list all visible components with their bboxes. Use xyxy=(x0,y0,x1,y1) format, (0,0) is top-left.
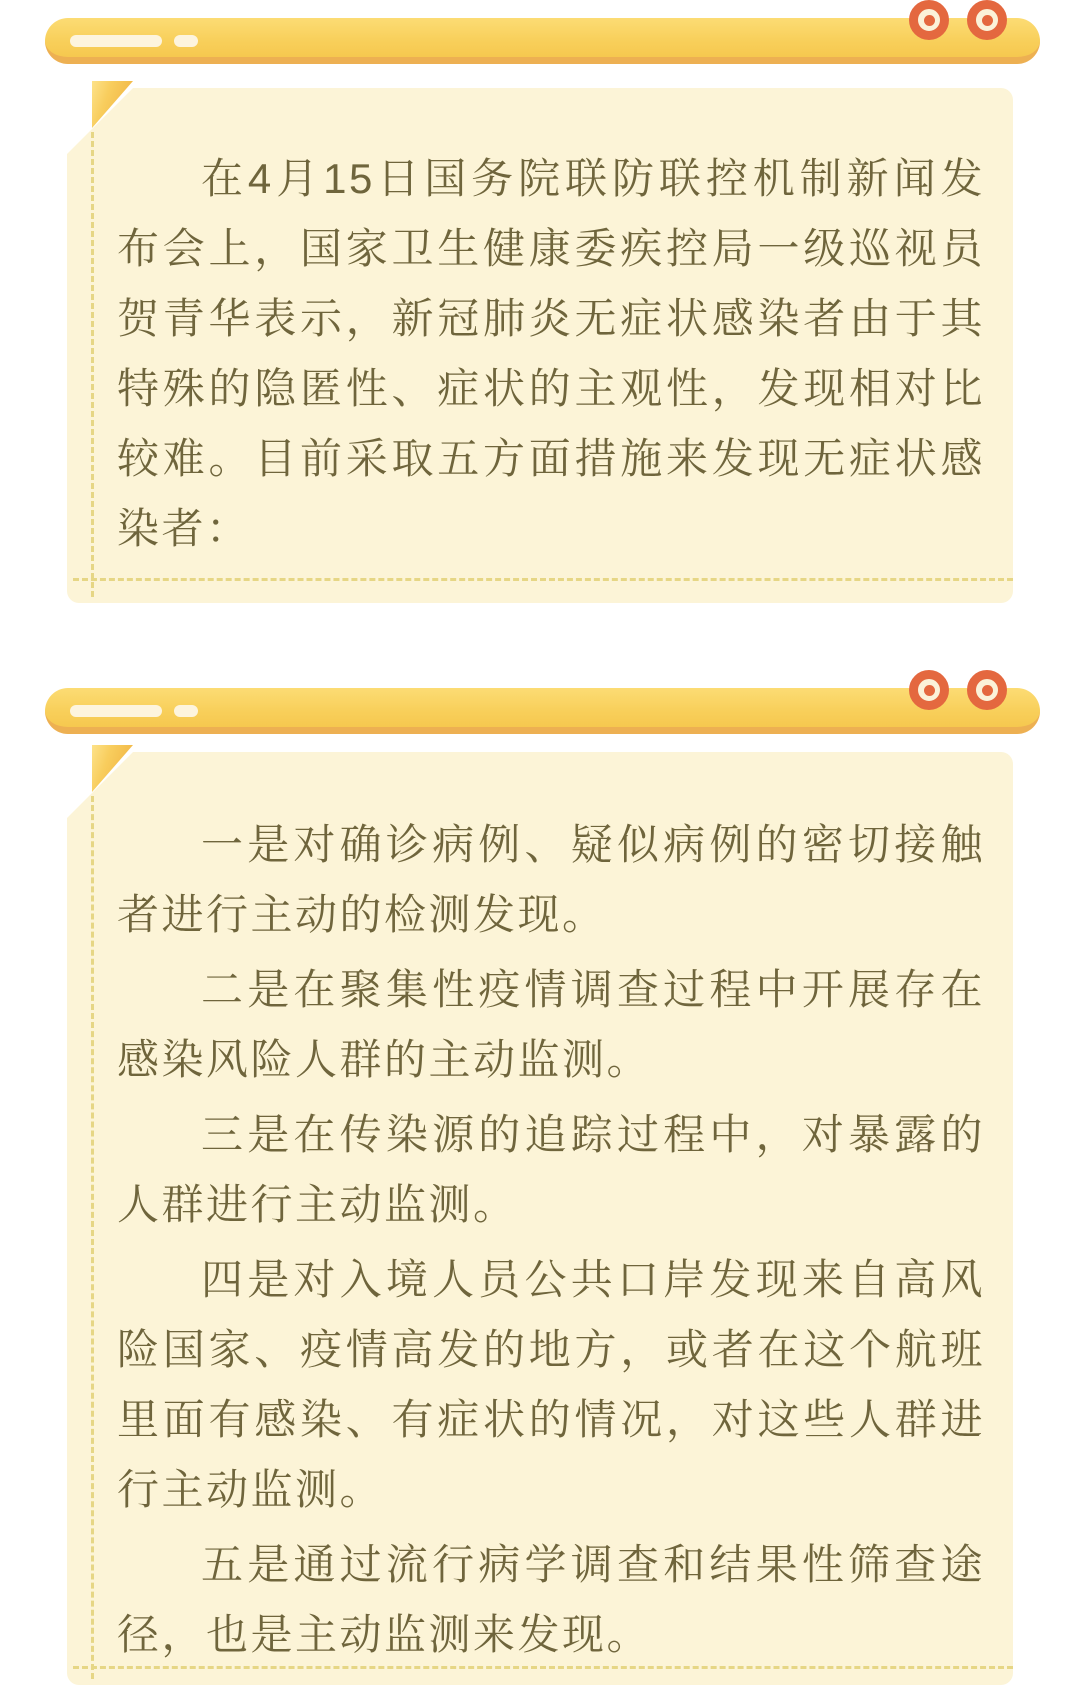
screw-dot-icon xyxy=(924,15,935,26)
bar-dash-short xyxy=(174,705,198,717)
paragraph: 二是在聚集性疫情调查过程中开展存在感染风险人群的主动监测。 xyxy=(117,966,985,1083)
paragraph: 三是在传染源的追踪过程中，对暴露的人群进行主动监测。 xyxy=(117,1111,985,1228)
bar-dash-short xyxy=(174,35,198,47)
bar-dash-long xyxy=(70,705,162,717)
dashed-border-horizontal xyxy=(73,578,1013,581)
screw-icon xyxy=(909,0,949,40)
card-text-block xyxy=(67,752,1013,1675)
paragraph: 一是对确诊病例、疑似病例的密切接触者进行主动的检测发现。 xyxy=(117,821,985,938)
decor-banner-bar xyxy=(45,18,1040,64)
paragraph: 在4月15日国务院联防联控机制新闻发布会上，国家卫生健康委疾控局一级巡视员贺青华表示，新冠肺炎无症状感染者由于其特殊的隐匿性、症状的主观性，发现相对比较难。目前采取五方面措施来发现无症状感染者： xyxy=(117,155,985,552)
card-text-block xyxy=(67,88,1013,569)
paragraph: 四是对入境人员公共口岸发现来自高风险国家、疫情高发的地方，或者在这个航班里面有感染、有症状的情况，对这些人群进行主动监测。 xyxy=(117,1256,985,1513)
screw-dot-icon xyxy=(982,685,993,696)
bar-dash-long xyxy=(70,35,162,47)
screw-icon xyxy=(909,670,949,710)
decor-banner-bar xyxy=(45,688,1040,734)
paragraph: 五是通过流行病学调查和结果性筛查途径，也是主动监测来发现。 xyxy=(117,1541,985,1658)
content-card xyxy=(67,752,1013,1685)
screw-dot-icon xyxy=(982,15,993,26)
screw-icon xyxy=(967,670,1007,710)
screw-dot-icon xyxy=(924,685,935,696)
screw-icon xyxy=(967,0,1007,40)
content-card xyxy=(67,88,1013,603)
